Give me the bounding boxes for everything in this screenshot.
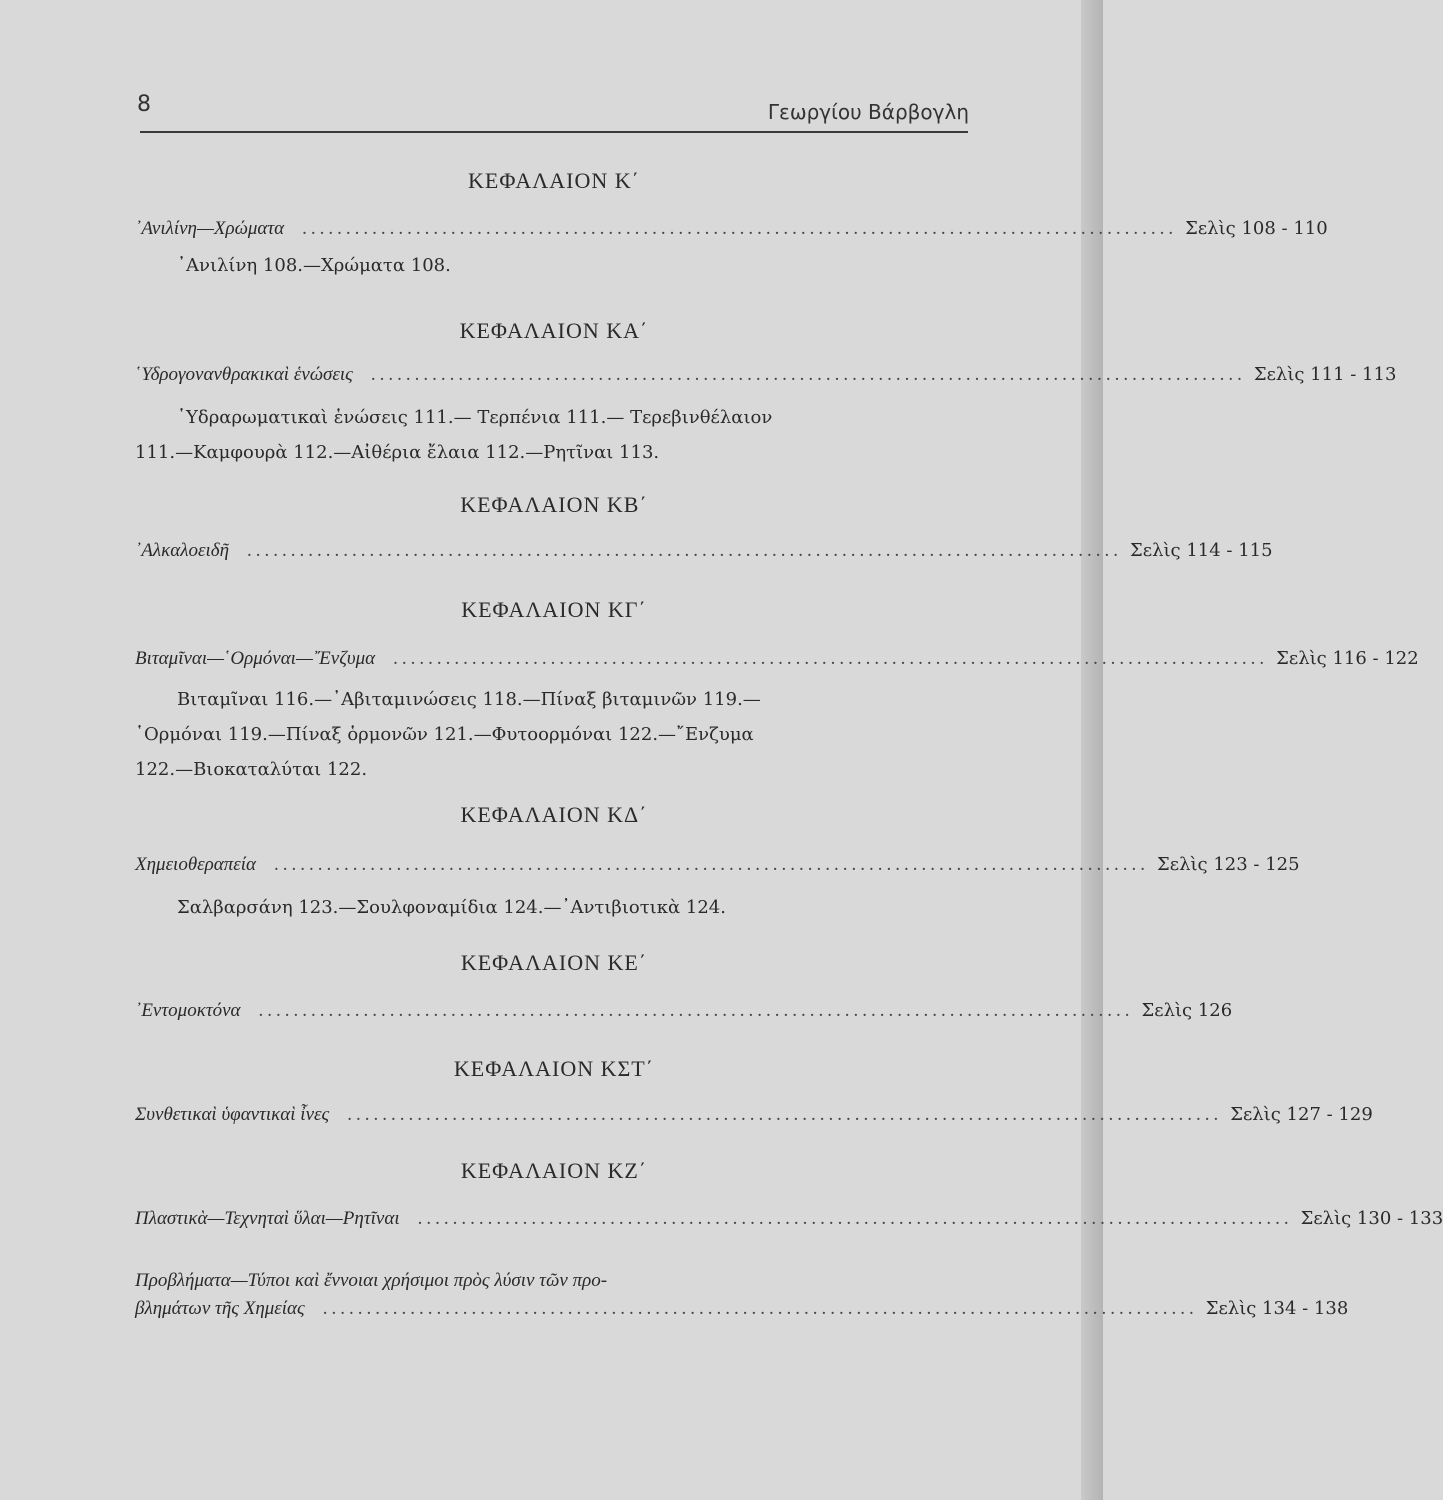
detail-line: ῾Υδραρωματικαὶ ἑνώσεις 111.— Τερπένια 111.— Τερεβινθέλαιον bbox=[177, 407, 773, 428]
toc-entry bbox=[135, 1104, 1373, 1126]
chapter-details bbox=[135, 400, 835, 470]
header-rule bbox=[140, 131, 968, 133]
toc-entry bbox=[135, 1000, 1233, 1022]
chapter-details bbox=[177, 248, 877, 283]
toc-entry bbox=[135, 648, 1419, 670]
problems-topic-line1: Προβλήματα—Τύποι καὶ ἔννοιαι χρήσιμοι πρὸς λύσιν τῶν προ- bbox=[135, 1270, 608, 1291]
toc-entry-topic: Πλαστικὰ—Τεχνηταὶ ὕλαι—Ρητῖναι bbox=[135, 1208, 400, 1229]
toc-entry-topic: ᾿Ανιλίνη—Χρώματα bbox=[135, 218, 285, 239]
toc-entry-pages: Σελὶς 116 - 122 bbox=[1276, 648, 1419, 669]
toc-entry-topic: Συνθετικαὶ ὑφαντικαὶ ἶνες bbox=[135, 1104, 330, 1125]
toc-entry-pages: Σελὶς 130 - 133 bbox=[1300, 1208, 1443, 1229]
problems-topic-line2: βλημάτων τῆς Χημείας bbox=[135, 1298, 305, 1319]
detail-line: 111.—Καμφουρὰ 112.—Αἰθέρια ἔλαια 112.—Ρητῖναι 113. bbox=[135, 442, 660, 463]
detail-line: ῾Ορμόναι 119.—Πίναξ ὁρμονῶν 121.—Φυτοορμόναι 122.—῎Ενζυμα bbox=[135, 724, 754, 745]
toc-entry-pages: Σελὶς 114 - 115 bbox=[1130, 540, 1273, 561]
toc-entry-pages: Σελὶς 127 - 129 bbox=[1230, 1104, 1373, 1125]
toc-entry bbox=[135, 540, 1273, 562]
toc-entry-topic: ᾿Εντομοκτόνα bbox=[135, 1000, 241, 1021]
page-number: 8 bbox=[137, 92, 151, 117]
detail-line: Σαλβαρσάνη 123.—Σουλφοναμίδια 124.—᾿Αντιβιοτικὰ 124. bbox=[177, 897, 726, 918]
chapter-title: ΚΕΦΑΛΑΙΟΝ ΚΓ΄ bbox=[461, 597, 647, 622]
chapter-title: ΚΕΦΑΛΑΙΟΝ ΚΒ΄ bbox=[460, 492, 648, 517]
toc-entry-topic: ῾Υδρογονανθρακικαὶ ἑνώσεις bbox=[135, 364, 353, 385]
toc-entry-topic: ᾿Αλκαλοειδῆ bbox=[135, 540, 230, 561]
dot-leader: .................................................................................................... bbox=[322, 1298, 1198, 1319]
toc-entry bbox=[135, 854, 1300, 876]
toc-entry-topic: Χημειοθεραπεία bbox=[135, 854, 257, 875]
chapter-title: ΚΕΦΑΛΑΙΟΝ ΚΖ΄ bbox=[460, 1158, 648, 1183]
dot-leader: .................................................................................................... bbox=[347, 1104, 1223, 1125]
chapter-title: ΚΕΦΑΛΑΙΟΝ ΚΑ΄ bbox=[459, 318, 649, 343]
toc-entry-topic: Βιταμῖναι—῾Ορμόναι—῎Ενζυμα bbox=[135, 648, 376, 669]
dot-leader: .................................................................................................... bbox=[417, 1208, 1293, 1229]
chapter-title: ΚΕΦΑΛΑΙΟΝ Κ΄ bbox=[468, 168, 640, 193]
chapter-title: ΚΕΦΑΛΑΙΟΝ ΚΕ΄ bbox=[460, 950, 648, 975]
dot-leader: .................................................................................................... bbox=[393, 648, 1269, 669]
detail-line: Βιταμῖναι 116.—᾿Αβιταμινώσεις 118.—Πίναξ βιταμινῶν 119.— bbox=[177, 689, 761, 710]
chapter-details bbox=[135, 682, 835, 787]
toc-entry-pages: Σελὶς 108 - 110 bbox=[1185, 218, 1328, 239]
toc-entry-pages: Σελὶς 111 - 113 bbox=[1253, 364, 1397, 385]
toc-entry-pages: Σελὶς 134 - 138 bbox=[1205, 1298, 1349, 1319]
toc-entry-pages: Σελὶς 126 bbox=[1141, 1000, 1233, 1021]
chapter-title: ΚΕΦΑΛΑΙΟΝ ΚΣΤ΄ bbox=[453, 1056, 655, 1081]
chapter-title: ΚΕΦΑΛΑΙΟΝ ΚΔ΄ bbox=[460, 802, 648, 827]
detail-line: 122.—Βιοκαταλύται 122. bbox=[135, 759, 368, 780]
detail-line: ᾿Ανιλίνη 108.—Χρώματα 108. bbox=[177, 255, 451, 276]
dot-leader: .................................................................................................... bbox=[370, 364, 1246, 385]
dot-leader: .................................................................................................... bbox=[247, 540, 1123, 561]
toc-entry bbox=[135, 364, 1397, 386]
dot-leader: .................................................................................................... bbox=[258, 1000, 1134, 1021]
toc-entry bbox=[135, 218, 1328, 240]
toc-entry-pages: Σελὶς 123 - 125 bbox=[1157, 854, 1300, 875]
toc-entry bbox=[135, 1298, 1349, 1320]
chapter-details bbox=[177, 890, 877, 925]
dot-leader: .................................................................................................... bbox=[302, 218, 1178, 239]
dot-leader: .................................................................................................... bbox=[274, 854, 1150, 875]
running-header-author: Γεωργίου Βάρβογλη bbox=[767, 100, 969, 124]
toc-entry bbox=[135, 1208, 1443, 1230]
